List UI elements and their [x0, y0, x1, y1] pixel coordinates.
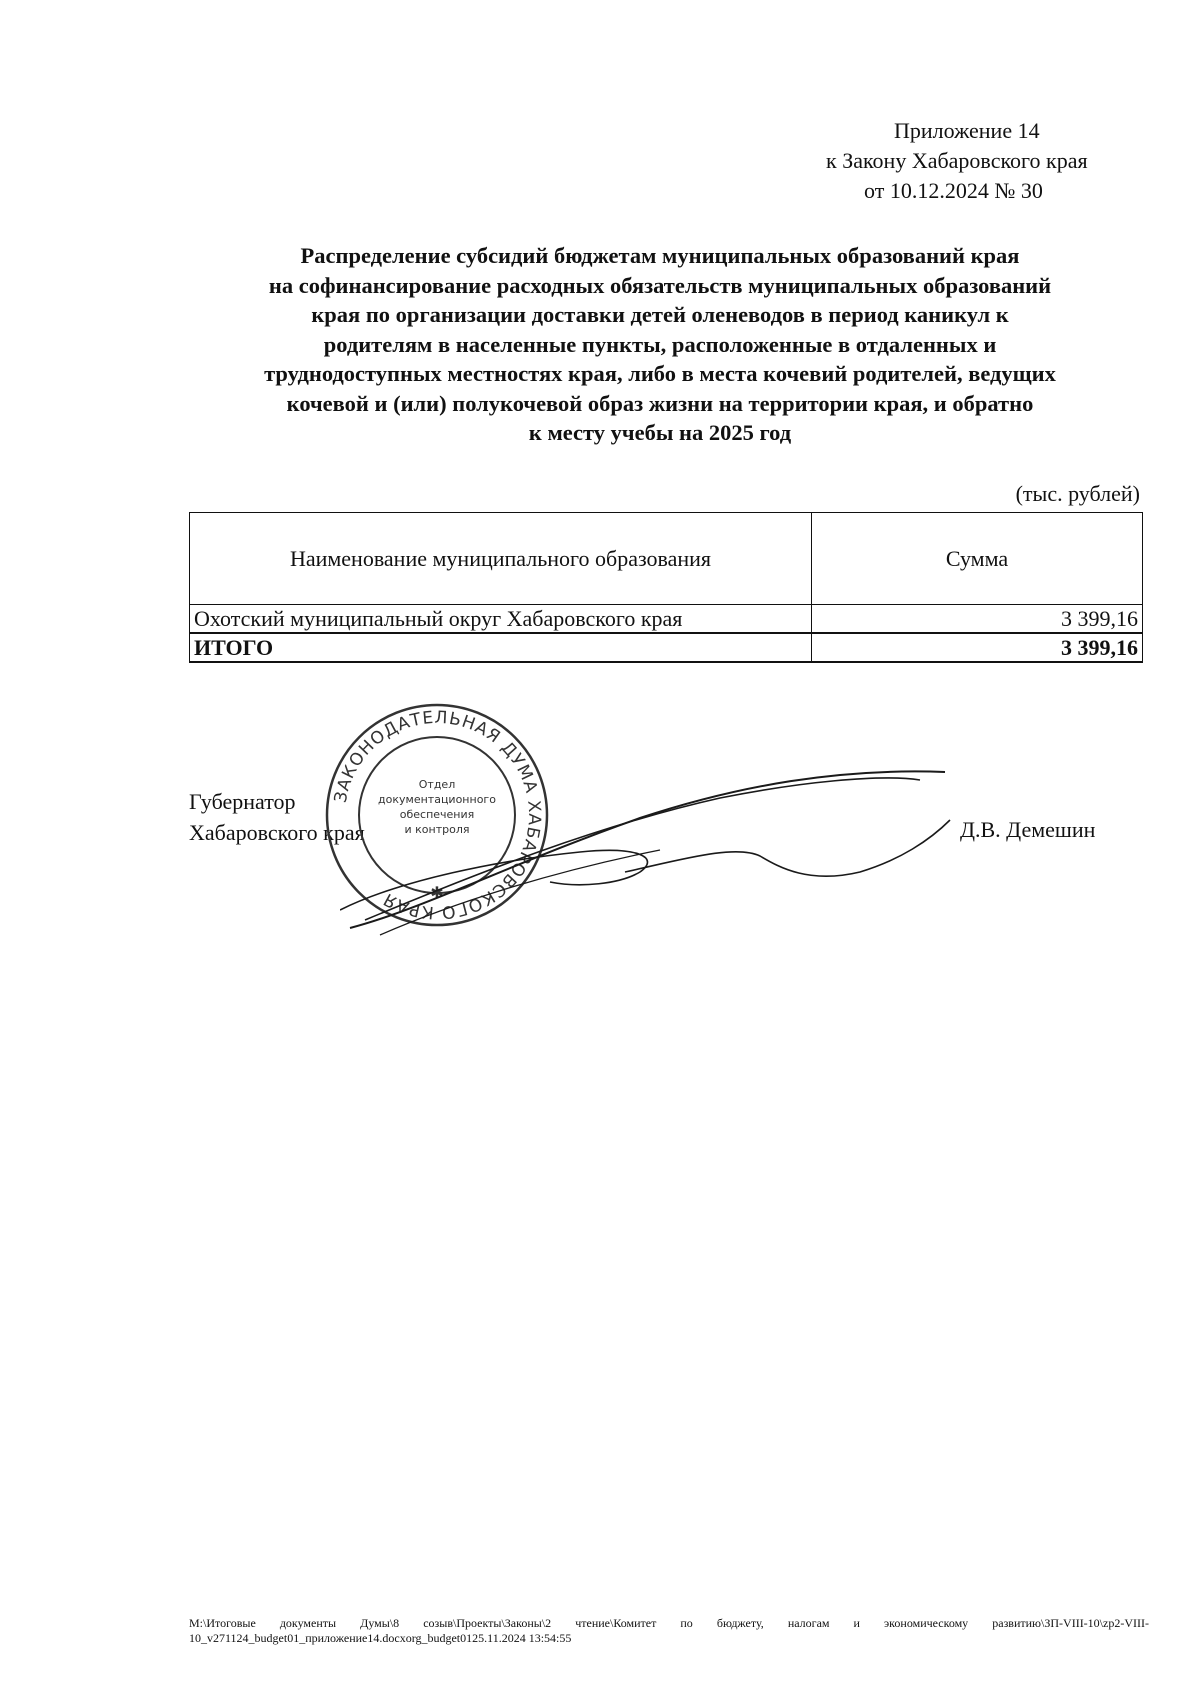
stamp-center-line: Отдел — [418, 778, 456, 791]
header-sum: Сумма — [812, 513, 1143, 605]
annex-number: Приложение 14 — [894, 118, 1040, 143]
table-total-row — [190, 633, 1143, 662]
title-line: Распределение субсидий бюджетам муниципальных образований края — [300, 243, 1020, 268]
row-municipality-name: Охотский муниципальный округ Хабаровского края — [190, 605, 812, 634]
handwritten-signature — [340, 760, 960, 940]
signature-stroke — [365, 778, 920, 920]
row-sum: 3 399,16 — [812, 605, 1143, 634]
document-title — [185, 241, 1135, 448]
title-line: к месту учебы на 2025 год — [528, 420, 792, 445]
table-row — [190, 605, 1143, 634]
file-path-footer: M:\Итоговые документы Думы\8 созыв\Проекты\Законы\2 чтение\Комитет по бюджету, налогам и экономическому развитию\ЗП-VIII-10\zp2-VIII-10_v271124_budget01_приложение14.docxorg_budget0125.11.2024 13:54:55 — [189, 1616, 1149, 1645]
title-line: кочевой и (или) полукочевой образ жизни на территории края, и обратно — [286, 390, 1034, 416]
annex-header — [810, 116, 1150, 206]
stamp-center-line: документационного — [378, 793, 496, 806]
signature-stroke — [350, 771, 945, 928]
signature-stroke — [625, 820, 950, 876]
total-sum: 3 399,16 — [812, 633, 1143, 662]
title-line: на софинансирование расходных обязательств муниципальных образований — [268, 272, 1052, 298]
title-line: родителям в населенные пункты, расположенные в отдаленных и — [323, 331, 997, 357]
annex-date: от 10.12.2024 № 30 — [864, 178, 1043, 203]
total-label: ИТОГО — [190, 633, 812, 662]
title-line: труднодоступных местностях края, либо в места кочевий родителей, ведущих — [264, 361, 1056, 386]
table-header-row — [190, 513, 1143, 605]
signature-stroke — [380, 850, 660, 935]
distribution-table — [189, 512, 1143, 663]
stamp-center-line: обеспечения — [399, 808, 475, 821]
signatory-name: Д.В. Демешин — [960, 817, 1096, 842]
stamp-center-line: и контроля — [404, 823, 470, 836]
signatory-position-line: Губернатор — [189, 789, 296, 814]
header-municipality: Наименование муниципального образования — [190, 513, 812, 605]
units-label: (тыс. рублей) — [1015, 481, 1140, 506]
signature-stroke — [340, 850, 648, 910]
title-line: края по организации доставки детей оленеводов в период каникул к — [311, 302, 1009, 327]
stamp-star-icon: ✱ — [430, 883, 444, 902]
annex-law-reference: к Закону Хабаровского края — [826, 148, 1088, 173]
signatory-position-line: Хабаровского края — [189, 820, 365, 845]
stamp-ring-text: ЗАКОНОДАТЕЛЬНАЯ ДУМА ХАБАРОВСКОГО КРАЯ — [330, 707, 545, 923]
